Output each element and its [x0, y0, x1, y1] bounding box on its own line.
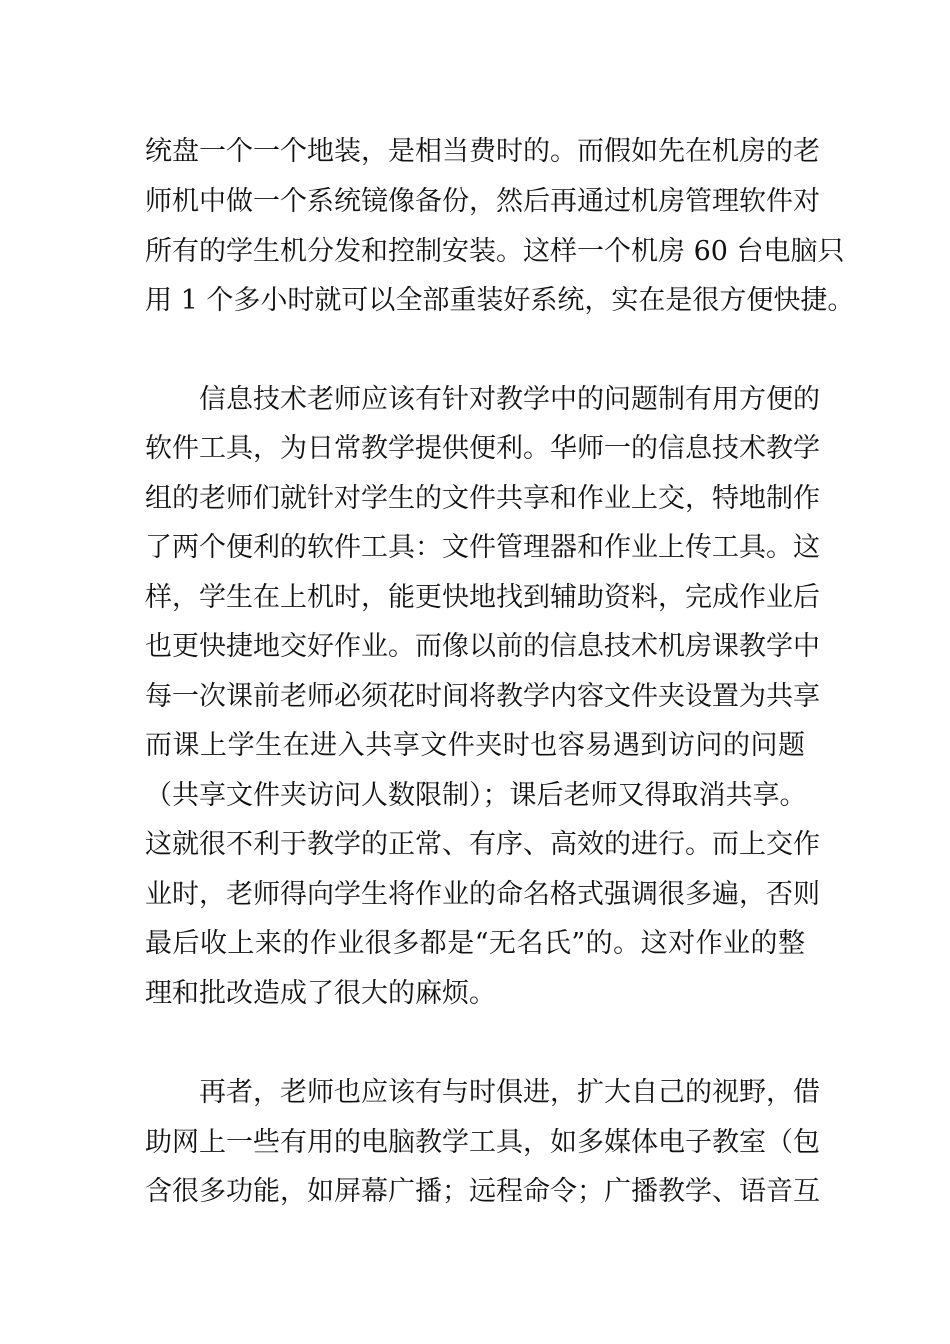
paragraph-2-line-9: （共享文件夹访问人数限制）；课后老师又得取消共享。: [145, 780, 807, 811]
paragraph-2-line-2: 软件工具，为日常教学提供便利。华师一的信息技术教学: [145, 433, 820, 464]
paragraph-1-line-2: 师机中做一个系统镜像备份，然后再通过机房管理软件对: [145, 186, 820, 217]
paragraph-2-line-11: 业时，老师得向学生将作业的命名格式强调很多遍，否则: [145, 879, 820, 910]
paragraph-2-line-12: 最后收上来的作业很多都是“无名氏”的。这对作业的整: [145, 928, 805, 959]
paragraph-1-line-3: 所有的学生机分发和控制安装。这样一个机房 60 台电脑只: [145, 236, 845, 267]
paragraph-1-line-1: 统盘一个一个地装，是相当费时的。而假如先在机房的老: [145, 136, 820, 167]
paragraph-2-line-10: 这就很不利于教学的正常、有序、高效的进行。而上交作: [145, 829, 820, 860]
paragraph-3-line-3: 含很多功能，如屏幕广播；远程命令；广播教学、语音互: [145, 1176, 820, 1207]
paragraph-3-line-2: 助网上一些有用的电脑教学工具，如多媒体电子教室（包: [145, 1127, 820, 1158]
paragraph-2-line-4: 了两个便利的软件工具：文件管理器和作业上传工具。这: [145, 532, 820, 563]
paragraph-1-line-4: 用 1 个多小时就可以全部重装好系统，实在是很方便快捷。: [145, 285, 855, 316]
paragraph-2-line-8: 而课上学生在进入共享文件夹时也容易遇到访问的问题: [145, 730, 805, 761]
paragraph-2-line-7: 每一次课前老师必须花时间将教学内容文件夹设置为共享: [145, 681, 820, 712]
paragraph-2-line-1: 信息技术老师应该有针对教学中的问题制有用方便的: [199, 384, 820, 415]
paragraph-2-line-13: 理和批改造成了很大的麻烦。: [145, 978, 496, 1009]
paragraph-2-line-3: 组的老师们就针对学生的文件共享和作业上交，特地制作: [145, 483, 820, 514]
paragraph-2-line-5: 样，学生在上机时，能更快地找到辅助资料，完成作业后: [145, 582, 820, 613]
paragraph-2-line-6: 也更快捷地交好作业。而像以前的信息技术机房课教学中: [145, 631, 820, 662]
paragraph-3-line-1: 再者，老师也应该有与时俱进，扩大自己的视野，借: [199, 1077, 820, 1108]
